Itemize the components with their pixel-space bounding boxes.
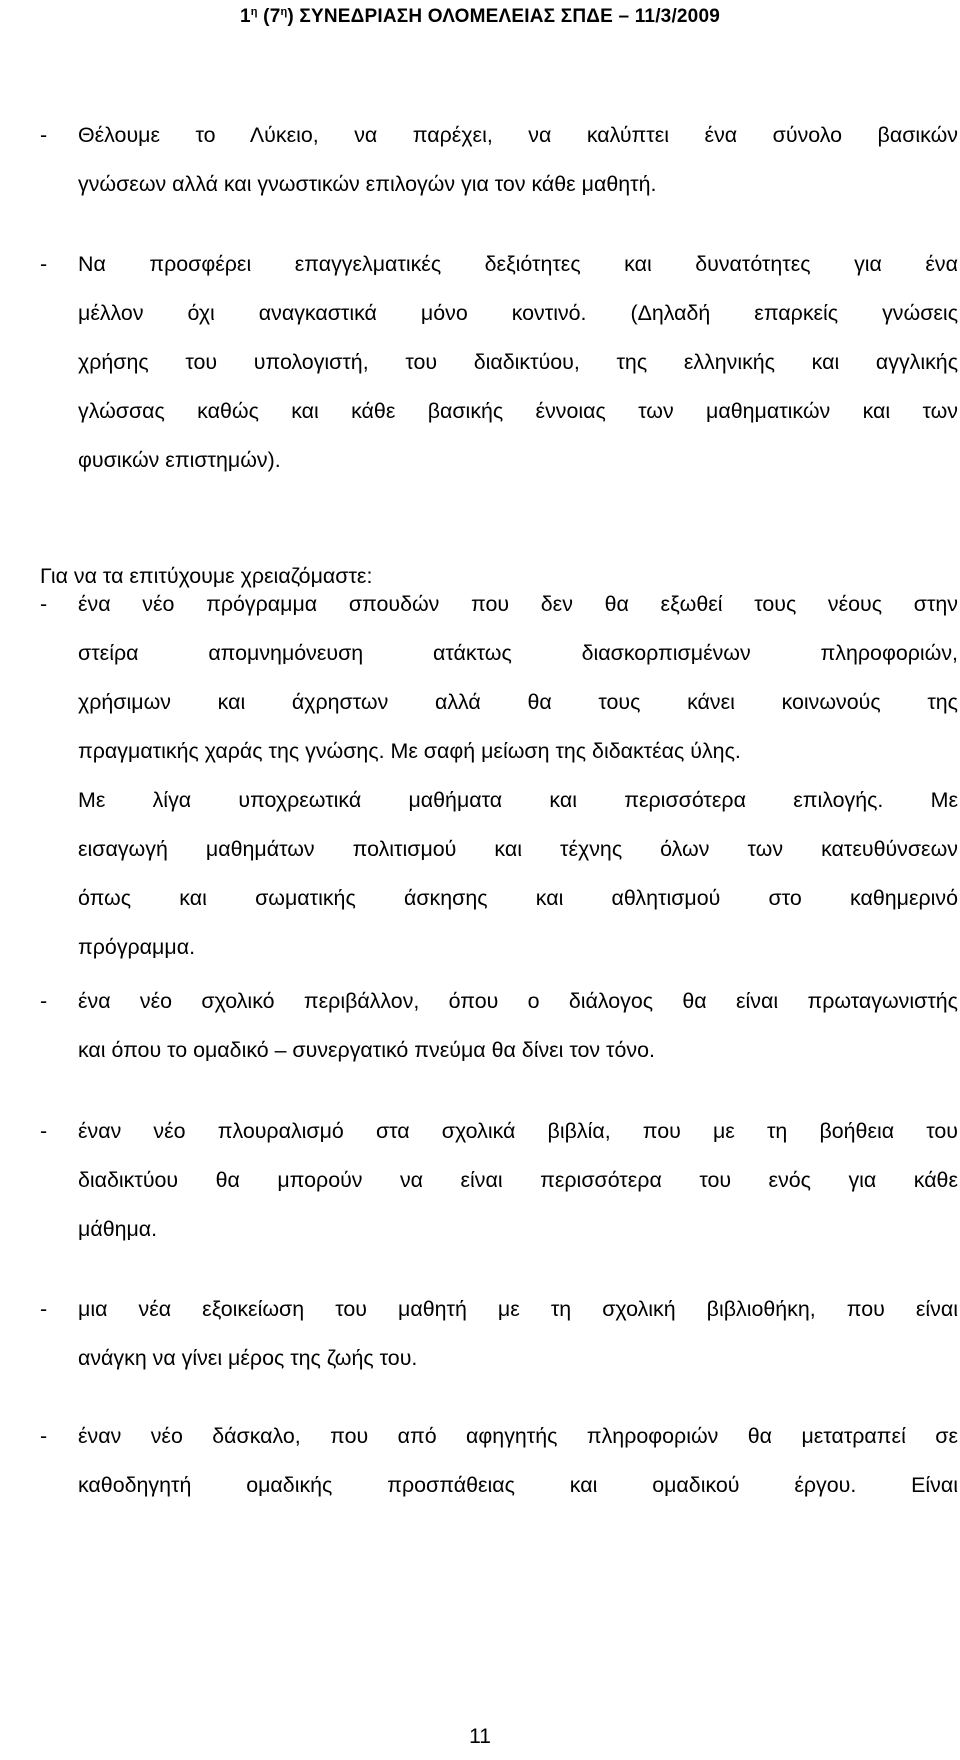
intro-paragraph: Για να τα επιτύχουμε χρειαζόμαστε: [40,564,373,588]
bullet-dash: - [40,1424,48,1448]
header-rest: ) ΣΥΝΕΔΡΙΑΣΗ ΟΛΟΜΕΛΕΙΑΣ ΣΠΔΕ – 11/3/2009 [287,6,720,27]
bullet-dash: - [40,592,48,616]
text-line: ένα νέο πρόγραμμα σπουδών που δεν θα εξωθεί τους νέους στην [78,592,958,616]
text-line: διαδικτύου θα μπορούν να είναι περισσότερα του ενός για κάθε [78,1168,958,1192]
text-line: ανάγκη να γίνει μέρος της ζωής του. [78,1346,418,1370]
text-line: Θέλουμε το Λύκειο, να παρέχει, να καλύπτει ένα σύνολο βασικών [78,123,958,147]
text-line: στείρα απομνημόνευση ατάκτως διασκορπισμένων πληροφοριών, [78,641,958,665]
text-line: εισαγωγή μαθημάτων πολιτισμού και τέχνης όλων των κατευθύνσεων [78,837,958,861]
bullet-dash: - [40,1297,48,1321]
text-line: έναν νέο πλουραλισμό στα σχολικά βιβλία, που με τη βοήθεια του [78,1119,958,1143]
bullet-item [40,1107,958,1254]
text-line: πραγματικής χαράς της γνώσης. Με σαφή μείωση της διδακτέας ύλης. [78,739,741,763]
text-line: μέλλον όχι αναγκαστικά μόνο κοντινό. (Δηλαδή επαρκείς γνώσεις [78,301,958,325]
text-line: μια νέα εξοικείωση του μαθητή με τη σχολική βιβλιοθήκη, που είναι [78,1297,958,1321]
text-line: έναν νέο δάσκαλο, που από αφηγητής πληροφοριών θα μετατραπεί σε [78,1424,958,1448]
text-line: πρόγραμμα. [78,935,196,959]
bullet-item [40,240,958,485]
bullet-item [40,580,958,972]
text-line: μάθημα. [78,1217,158,1241]
text-line: γλώσσας καθώς και κάθε βασικής έννοιας των μαθηματικών και των [78,399,958,423]
text-line: καθοδηγητή ομαδικής προσπάθειας και ομαδικού έργου. Είναι [78,1473,958,1497]
bullet-dash: - [40,123,48,147]
text-line: ένα νέο σχολικό περιβάλλον, όπου ο διάλογος θα είναι πρωταγωνιστής [78,989,958,1013]
page-number: 11 [469,1725,491,1748]
text-line: και όπου το ομαδικό – συνεργατικό πνεύμα θα δίνει τον τόνο. [78,1038,655,1062]
text-line: όπως και σωματικής άσκησης και αθλητισμού στο καθημερινό [78,886,958,910]
text-line: χρήσιμων και άχρηστων αλλά θα τους κάνει κοινωνούς της [78,690,958,714]
text-line: Να προσφέρει επαγγελματικές δεξιότητες και δυνατότητες για ένα [78,252,958,276]
header-sup1: η [250,6,258,18]
bullet-dash: - [40,252,48,276]
header-sup2: η [280,6,288,18]
text-line: φυσικών επιστημών). [78,448,281,472]
text-line: Με λίγα υποχρεωτικά μαθήματα και περισσότερα επιλογής. Με [78,788,958,812]
bullet-dash: - [40,1119,48,1143]
bullet-item [40,1412,958,1510]
text-line: χρήσης του υπολογιστή, του διαδικτύου, της ελληνικής και αγγλικής [78,350,958,374]
bullet-dash: - [40,989,48,1013]
bullet-item [40,977,958,1075]
text-line: γνώσεων αλλά και γνωστικών επιλογών για τον κάθε μαθητή. [78,172,657,196]
header-paren: (7 [257,6,281,27]
bullet-item [40,111,958,209]
bullet-item [40,1285,958,1383]
page-header [0,6,960,28]
header-num1: 1 [239,6,251,27]
